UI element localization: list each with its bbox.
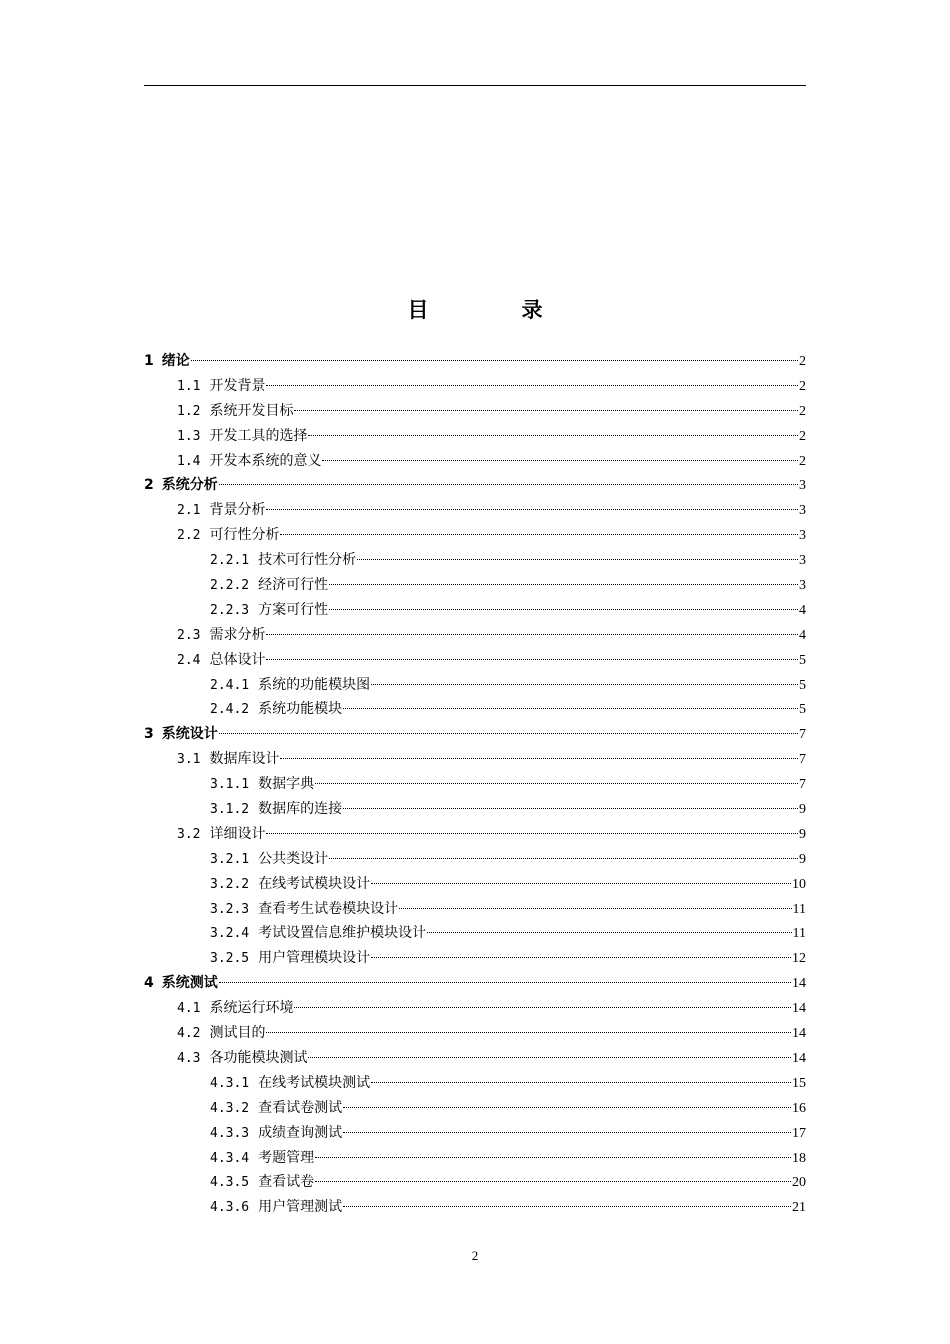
- toc-entry[interactable]: [144, 573, 806, 598]
- toc-entry-page: 4: [799, 602, 806, 618]
- toc-entry-number: 3.2.3: [210, 901, 250, 917]
- toc-dot-leader: [191, 360, 798, 361]
- toc-entry-title: 数据库设计: [209, 751, 280, 768]
- toc-entry-title: 系统运行环境: [209, 1000, 294, 1017]
- toc-dot-leader: [357, 559, 798, 560]
- toc-entry-number: 3.2.4: [210, 926, 250, 942]
- toc-entry[interactable]: [144, 772, 806, 797]
- toc-entry-title: 用户管理测试: [258, 1199, 343, 1216]
- toc-entry-title: 数据字典: [258, 776, 315, 793]
- toc-entry[interactable]: [144, 946, 806, 971]
- toc-entry-page: 5: [799, 702, 806, 718]
- toc-dot-leader: [315, 783, 798, 784]
- toc-entry-number: 4.3.4: [210, 1150, 250, 1166]
- toc-entry-page: 11: [792, 926, 806, 942]
- toc-entry-number: 2.1: [177, 503, 201, 519]
- toc-entry-page: 7: [799, 727, 806, 743]
- toc-entry-number: 4.3.2: [210, 1100, 250, 1116]
- toc-entry-number: 2.2.3: [210, 602, 250, 618]
- toc-entry-number: 4.3: [177, 1050, 201, 1066]
- toc-dot-leader: [371, 957, 791, 958]
- toc-entry-title: 开发背景: [209, 377, 266, 394]
- toc-entry-number: 1.1: [177, 378, 201, 394]
- toc-entry[interactable]: [144, 1096, 806, 1121]
- toc-entry-title: 查看试卷: [258, 1174, 315, 1191]
- toc-entry-number: 2.4.2: [210, 702, 250, 718]
- toc-dot-leader: [294, 410, 798, 411]
- toc-entry[interactable]: [144, 1046, 806, 1071]
- toc-entry-title: 技术可行性分析: [258, 552, 357, 569]
- toc-entry-title: 在线考试模块设计: [258, 875, 371, 892]
- toc-entry[interactable]: [144, 449, 806, 474]
- toc-entry-title: 总体设计: [209, 651, 266, 668]
- toc-entry-page: 10: [792, 876, 806, 892]
- toc-entry[interactable]: [144, 897, 806, 922]
- toc-entry-number: 2.4.1: [210, 677, 250, 693]
- toc-dot-leader: [219, 733, 798, 734]
- toc-entry-page: 2: [799, 403, 806, 419]
- toc-entry-number: 3.1.2: [210, 802, 250, 818]
- toc-dot-leader: [371, 883, 791, 884]
- toc-dot-leader: [266, 1032, 791, 1033]
- toc-entry-page: 15: [792, 1075, 806, 1091]
- toc-entry[interactable]: [144, 424, 806, 449]
- toc-dot-leader: [343, 1206, 791, 1207]
- toc-entry-title: 测试目的: [209, 1025, 266, 1042]
- toc-entry-number: 3.2.2: [210, 876, 250, 892]
- toc-entry-title: 可行性分析: [209, 527, 280, 544]
- toc-entry-number: 3.1: [177, 752, 201, 768]
- toc-entry-page: 14: [792, 976, 806, 992]
- toc-entry-page: 9: [799, 802, 806, 818]
- toc-entry-number: 2.2: [177, 528, 201, 544]
- toc-entry-title: 在线考试模块测试: [258, 1074, 371, 1091]
- toc-entry[interactable]: [144, 1170, 806, 1195]
- toc-entry-page: 14: [792, 1001, 806, 1017]
- toc-dot-leader: [315, 1181, 791, 1182]
- toc-entry[interactable]: [144, 523, 806, 548]
- toc-entry-page: 2: [799, 428, 806, 444]
- toc-entry-page: 7: [799, 777, 806, 793]
- toc-dot-leader: [329, 858, 798, 859]
- toc-entry-title: 系统设计: [161, 726, 218, 743]
- toc-entry-title: 背景分析: [209, 502, 266, 519]
- toc-entry-number: 3.1.1: [210, 777, 250, 793]
- toc-entry-title: 开发本系统的意义: [209, 452, 322, 469]
- toc-entry-page: 17: [792, 1125, 806, 1141]
- toc-dot-leader: [343, 708, 798, 709]
- toc-entry-page: 16: [792, 1100, 806, 1116]
- toc-dot-leader: [294, 1007, 791, 1008]
- toc-entry[interactable]: [144, 996, 806, 1021]
- toc-dot-leader: [266, 634, 798, 635]
- toc-entry-title: 开发工具的选择: [209, 427, 308, 444]
- toc-entry-number: 4.3.3: [210, 1125, 250, 1141]
- toc-dot-leader: [266, 385, 798, 386]
- toc-entry-page: 9: [799, 826, 806, 842]
- toc-entry-title: 方案可行性: [258, 601, 329, 618]
- toc-dot-leader: [343, 808, 798, 809]
- toc-entry[interactable]: [144, 921, 806, 946]
- toc-entry[interactable]: [144, 374, 806, 399]
- toc-entry-number: 2.2.1: [210, 553, 250, 569]
- toc-dot-leader: [219, 484, 798, 485]
- toc-dot-leader: [266, 659, 798, 660]
- toc-dot-leader: [280, 534, 798, 535]
- toc-entry-page: 4: [799, 627, 806, 643]
- toc-entry-number: 1: [144, 353, 154, 369]
- toc-entry-number: 1.3: [177, 428, 201, 444]
- toc-entry[interactable]: [144, 822, 806, 847]
- toc-entry-number: 3.2: [177, 826, 201, 842]
- toc-entry-page: 11: [792, 901, 806, 917]
- toc-entry-number: 3: [144, 726, 154, 743]
- toc-entry-number: 4.3.5: [210, 1175, 250, 1191]
- toc-entry[interactable]: [144, 473, 806, 498]
- toc-entry[interactable]: [144, 1071, 806, 1096]
- toc-entry-page: 2: [799, 378, 806, 394]
- toc-entry-number: 4: [144, 975, 154, 992]
- toc-entry[interactable]: [144, 847, 806, 872]
- toc-entry-title: 系统分析: [161, 477, 218, 494]
- toc-entry-page: 9: [799, 851, 806, 867]
- toc-entry-page: 3: [799, 578, 806, 594]
- toc-entry-number: 4.2: [177, 1026, 201, 1042]
- toc-entry-page: 3: [799, 528, 806, 544]
- toc-entry-page: 20: [792, 1175, 806, 1191]
- toc-entry-page: 3: [799, 503, 806, 519]
- toc-entry-number: 4.1: [177, 1001, 201, 1017]
- toc-entry-number: 3.2.1: [210, 851, 250, 867]
- toc-entry-title: 系统的功能模块图: [258, 676, 371, 693]
- toc-dot-leader: [399, 908, 791, 909]
- toc-dot-leader: [371, 684, 798, 685]
- toc-entry-title: 系统功能模块: [258, 701, 343, 718]
- toc-entry-page: 5: [799, 652, 806, 668]
- toc-entry-page: 7: [799, 752, 806, 768]
- toc-dot-leader: [329, 609, 798, 610]
- toc-dot-leader: [427, 932, 791, 933]
- table-of-contents: [144, 349, 806, 1220]
- toc-entry[interactable]: [144, 548, 806, 573]
- toc-entry[interactable]: [144, 1146, 806, 1171]
- toc-entry[interactable]: [144, 1195, 806, 1220]
- toc-entry-page: 18: [792, 1150, 806, 1166]
- toc-entry-number: 2.2.2: [210, 578, 250, 594]
- toc-entry[interactable]: [144, 747, 806, 772]
- header-rule: [144, 85, 806, 86]
- toc-dot-leader: [329, 584, 798, 585]
- toc-entry-title: 考题管理: [258, 1149, 315, 1166]
- toc-entry-number: 2: [144, 477, 154, 494]
- toc-dot-leader: [266, 833, 798, 834]
- toc-entry-title: 考试设置信息维护模块设计: [258, 925, 427, 942]
- toc-entry-title: 公共类设计: [258, 850, 329, 867]
- toc-entry-title: 用户管理模块设计: [258, 950, 371, 967]
- toc-entry-title: 需求分析: [209, 626, 266, 643]
- page-number: 2: [471, 1248, 479, 1263]
- toc-entry-page: 5: [799, 677, 806, 693]
- toc-entry-number: 1.4: [177, 453, 201, 469]
- toc-dot-leader: [343, 1107, 791, 1108]
- toc-dot-leader: [315, 1157, 791, 1158]
- toc-entry-title: 数据库的连接: [258, 801, 343, 818]
- toc-dot-leader: [322, 460, 798, 461]
- toc-dot-leader: [308, 435, 798, 436]
- toc-entry-page: 2: [799, 354, 806, 369]
- toc-dot-leader: [308, 1057, 791, 1058]
- toc-entry-title: 详细设计: [209, 825, 266, 842]
- toc-entry-page: 14: [792, 1026, 806, 1042]
- toc-entry-title: 经济可行性: [258, 577, 329, 594]
- toc-entry-number: 1.2: [177, 403, 201, 419]
- toc-entry-title: 查看考生试卷模块设计: [258, 900, 399, 917]
- toc-entry-title: 查看试卷测试: [258, 1099, 343, 1116]
- toc-entry[interactable]: [144, 872, 806, 897]
- toc-entry[interactable]: [144, 722, 806, 747]
- toc-entry[interactable]: [144, 673, 806, 698]
- toc-entry[interactable]: [144, 1021, 806, 1046]
- toc-entry[interactable]: [144, 399, 806, 424]
- toc-entry[interactable]: [144, 697, 806, 722]
- toc-dot-leader: [280, 758, 798, 759]
- toc-title: 目 录: [407, 298, 579, 322]
- toc-entry[interactable]: [144, 498, 806, 523]
- toc-entry[interactable]: [144, 971, 806, 996]
- toc-entry[interactable]: [144, 598, 806, 623]
- toc-entry[interactable]: [144, 797, 806, 822]
- toc-entry-page: 2: [799, 453, 806, 469]
- toc-entry-number: 2.4: [177, 652, 201, 668]
- toc-entry[interactable]: [144, 349, 806, 374]
- toc-entry-page: 3: [799, 478, 806, 494]
- toc-entry-title: 系统测试: [161, 975, 218, 992]
- toc-entry-title: 各功能模块测试: [209, 1049, 308, 1066]
- toc-entry-page: 3: [799, 553, 806, 569]
- toc-dot-leader: [371, 1082, 791, 1083]
- toc-dot-leader: [266, 509, 798, 510]
- toc-entry-number: 3.2.5: [210, 951, 250, 967]
- toc-entry-title: 系统开发目标: [209, 402, 294, 419]
- toc-dot-leader: [219, 982, 791, 983]
- toc-dot-leader: [343, 1132, 791, 1133]
- toc-entry-number: 2.3: [177, 627, 201, 643]
- toc-entry-title: 绪论: [161, 353, 190, 369]
- toc-entry-page: 12: [792, 951, 806, 967]
- toc-entry-page: 14: [792, 1050, 806, 1066]
- toc-entry[interactable]: [144, 623, 806, 648]
- toc-entry[interactable]: [144, 648, 806, 673]
- toc-entry-number: 4.3.1: [210, 1075, 250, 1091]
- toc-entry-page: 21: [792, 1200, 806, 1216]
- toc-entry-number: 4.3.6: [210, 1200, 250, 1216]
- toc-entry-title: 成绩查询测试: [258, 1124, 343, 1141]
- toc-entry[interactable]: [144, 1121, 806, 1146]
